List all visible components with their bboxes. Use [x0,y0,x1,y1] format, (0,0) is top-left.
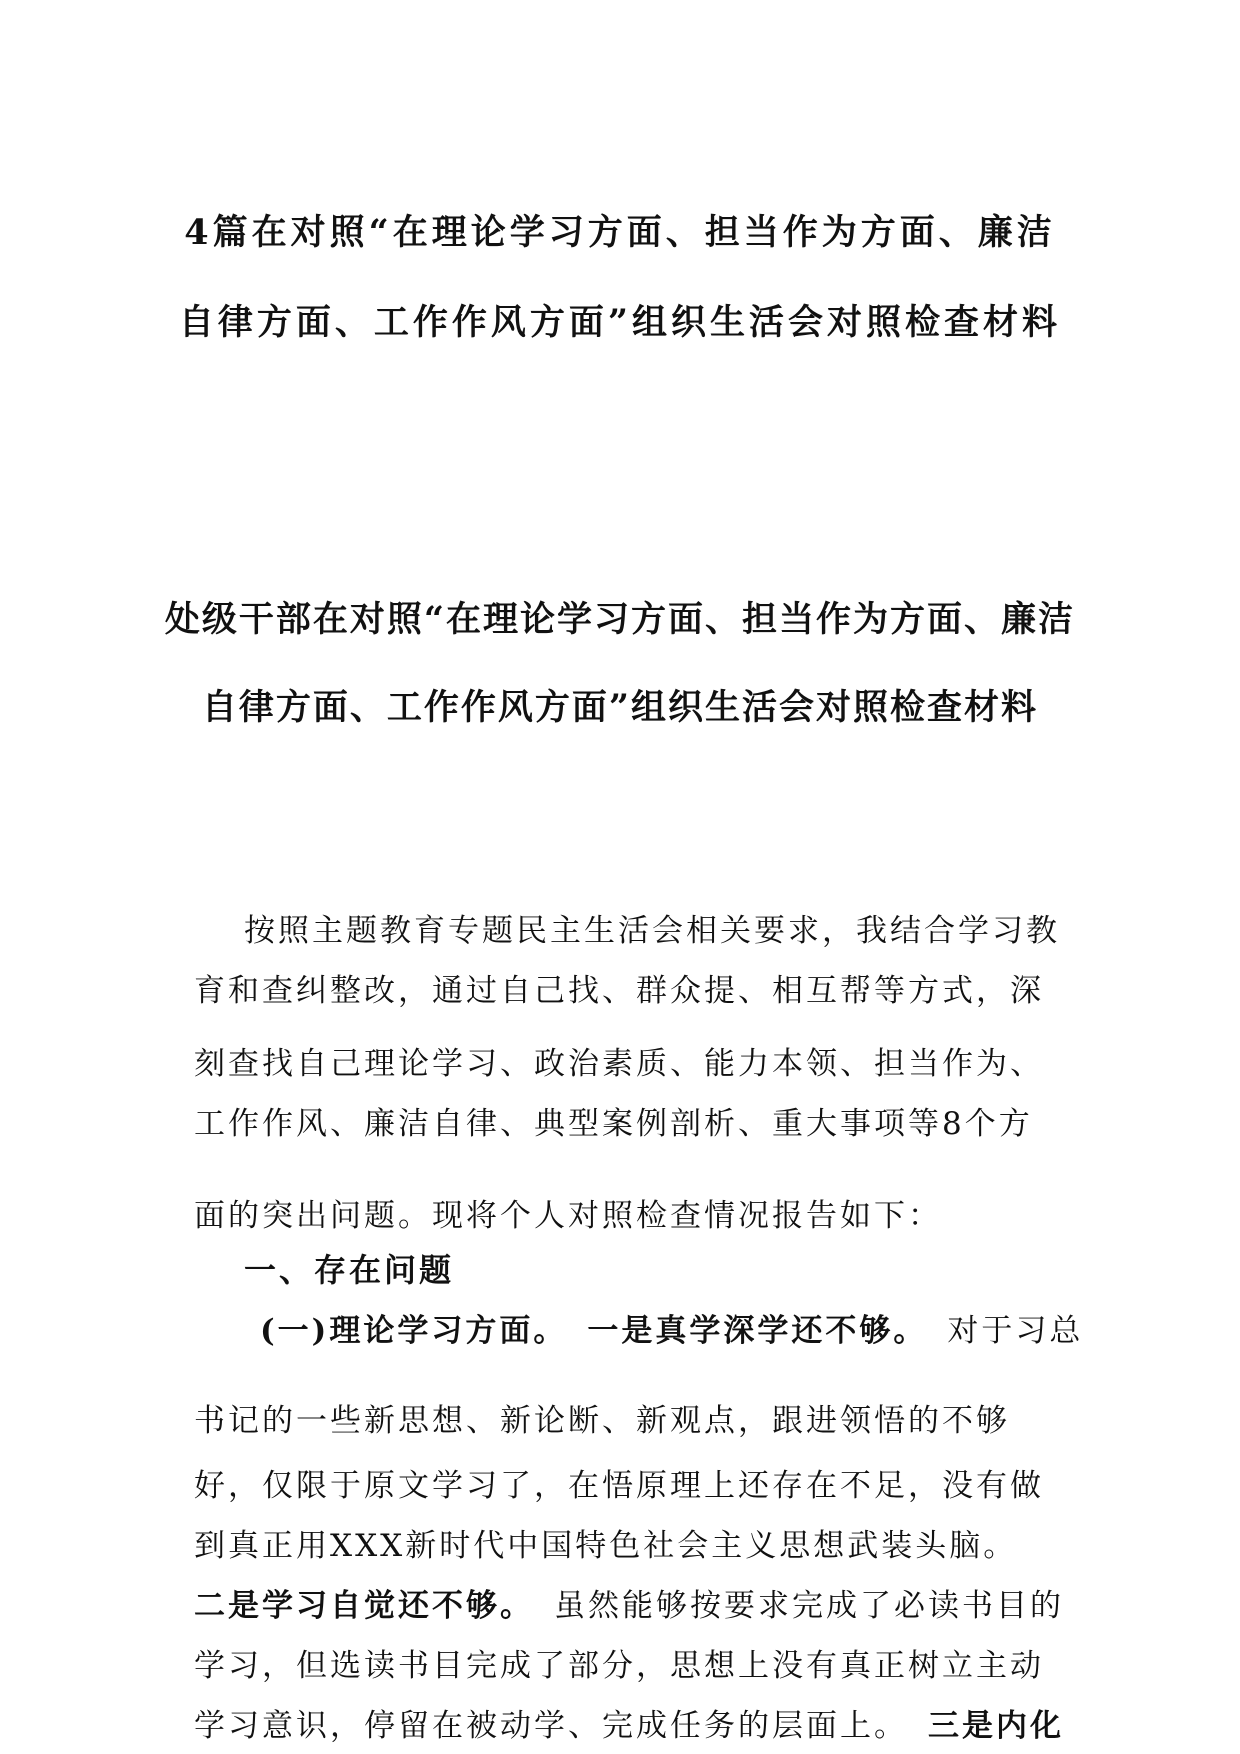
subsection-heading: (一)理论学习方面。 [260,1313,568,1349]
point-2-text-start: 虽然能够按要求完成了必读书目的 [554,1588,1064,1624]
point-1-line-4: 到真正用XXX新时代中国特色社会主义思想武装头脑。 [194,1528,1018,1564]
theory-study-paragraph-start [260,1305,1120,1350]
point-2-line-1 [194,1580,1064,1625]
intro-line-2: 育和查纠整改，通过自己找、群众提、相互帮等方式，深 [194,973,1044,1009]
point-1-line-3: 好，仅限于原文学习了，在悟原理上还存在不足，没有做 [194,1468,1044,1504]
intro-line-3: 刻查找自己理论学习、政治素质、能力本领、担当作为、 [194,1046,1044,1082]
main-title-line-2: 自律方面、工作作风方面”组织生活会对照检查材料 [178,302,1062,343]
intro-line-4: 工作作风、廉洁自律、典型案例剖析、重大事项等8个方 [194,1106,1033,1142]
point-3-heading-start: 三是内化 [928,1708,1064,1744]
intro-line-5: 面的突出问题。现将个人对照检查情况报告如下： [194,1198,942,1234]
point-2-line-2: 学习，但选读书目完成了部分，思想上没有真正树立主动 [194,1648,1044,1684]
point-2-heading: 二是学习自觉还不够。 [194,1588,534,1624]
point-2-line-3 [194,1700,1064,1745]
point-1-text-start: 对于习总 [947,1313,1084,1349]
point-1-heading: 一是真学深学还不够。 [587,1313,928,1349]
sub-title-line-2: 自律方面、工作作风方面”组织生活会对照检查材料 [201,687,1039,728]
section-heading: 一、存在问题 [244,1251,455,1289]
point-2-line-3-text: 学习意识，停留在被动学、完成任务的层面上。 [194,1708,908,1744]
main-title-line-1: 4篇在对照“在理论学习方面、担当作为方面、廉洁 [184,212,1056,253]
intro-line-1: 按照主题教育专题民主生活会相关要求，我结合学习教 [244,913,1060,949]
sub-title-line-1: 处级干部在对照“在理论学习方面、担当作为方面、廉洁 [164,599,1076,640]
point-1-line-2: 书记的一些新思想、新论断、新观点，跟进领悟的不够 [194,1403,1010,1439]
